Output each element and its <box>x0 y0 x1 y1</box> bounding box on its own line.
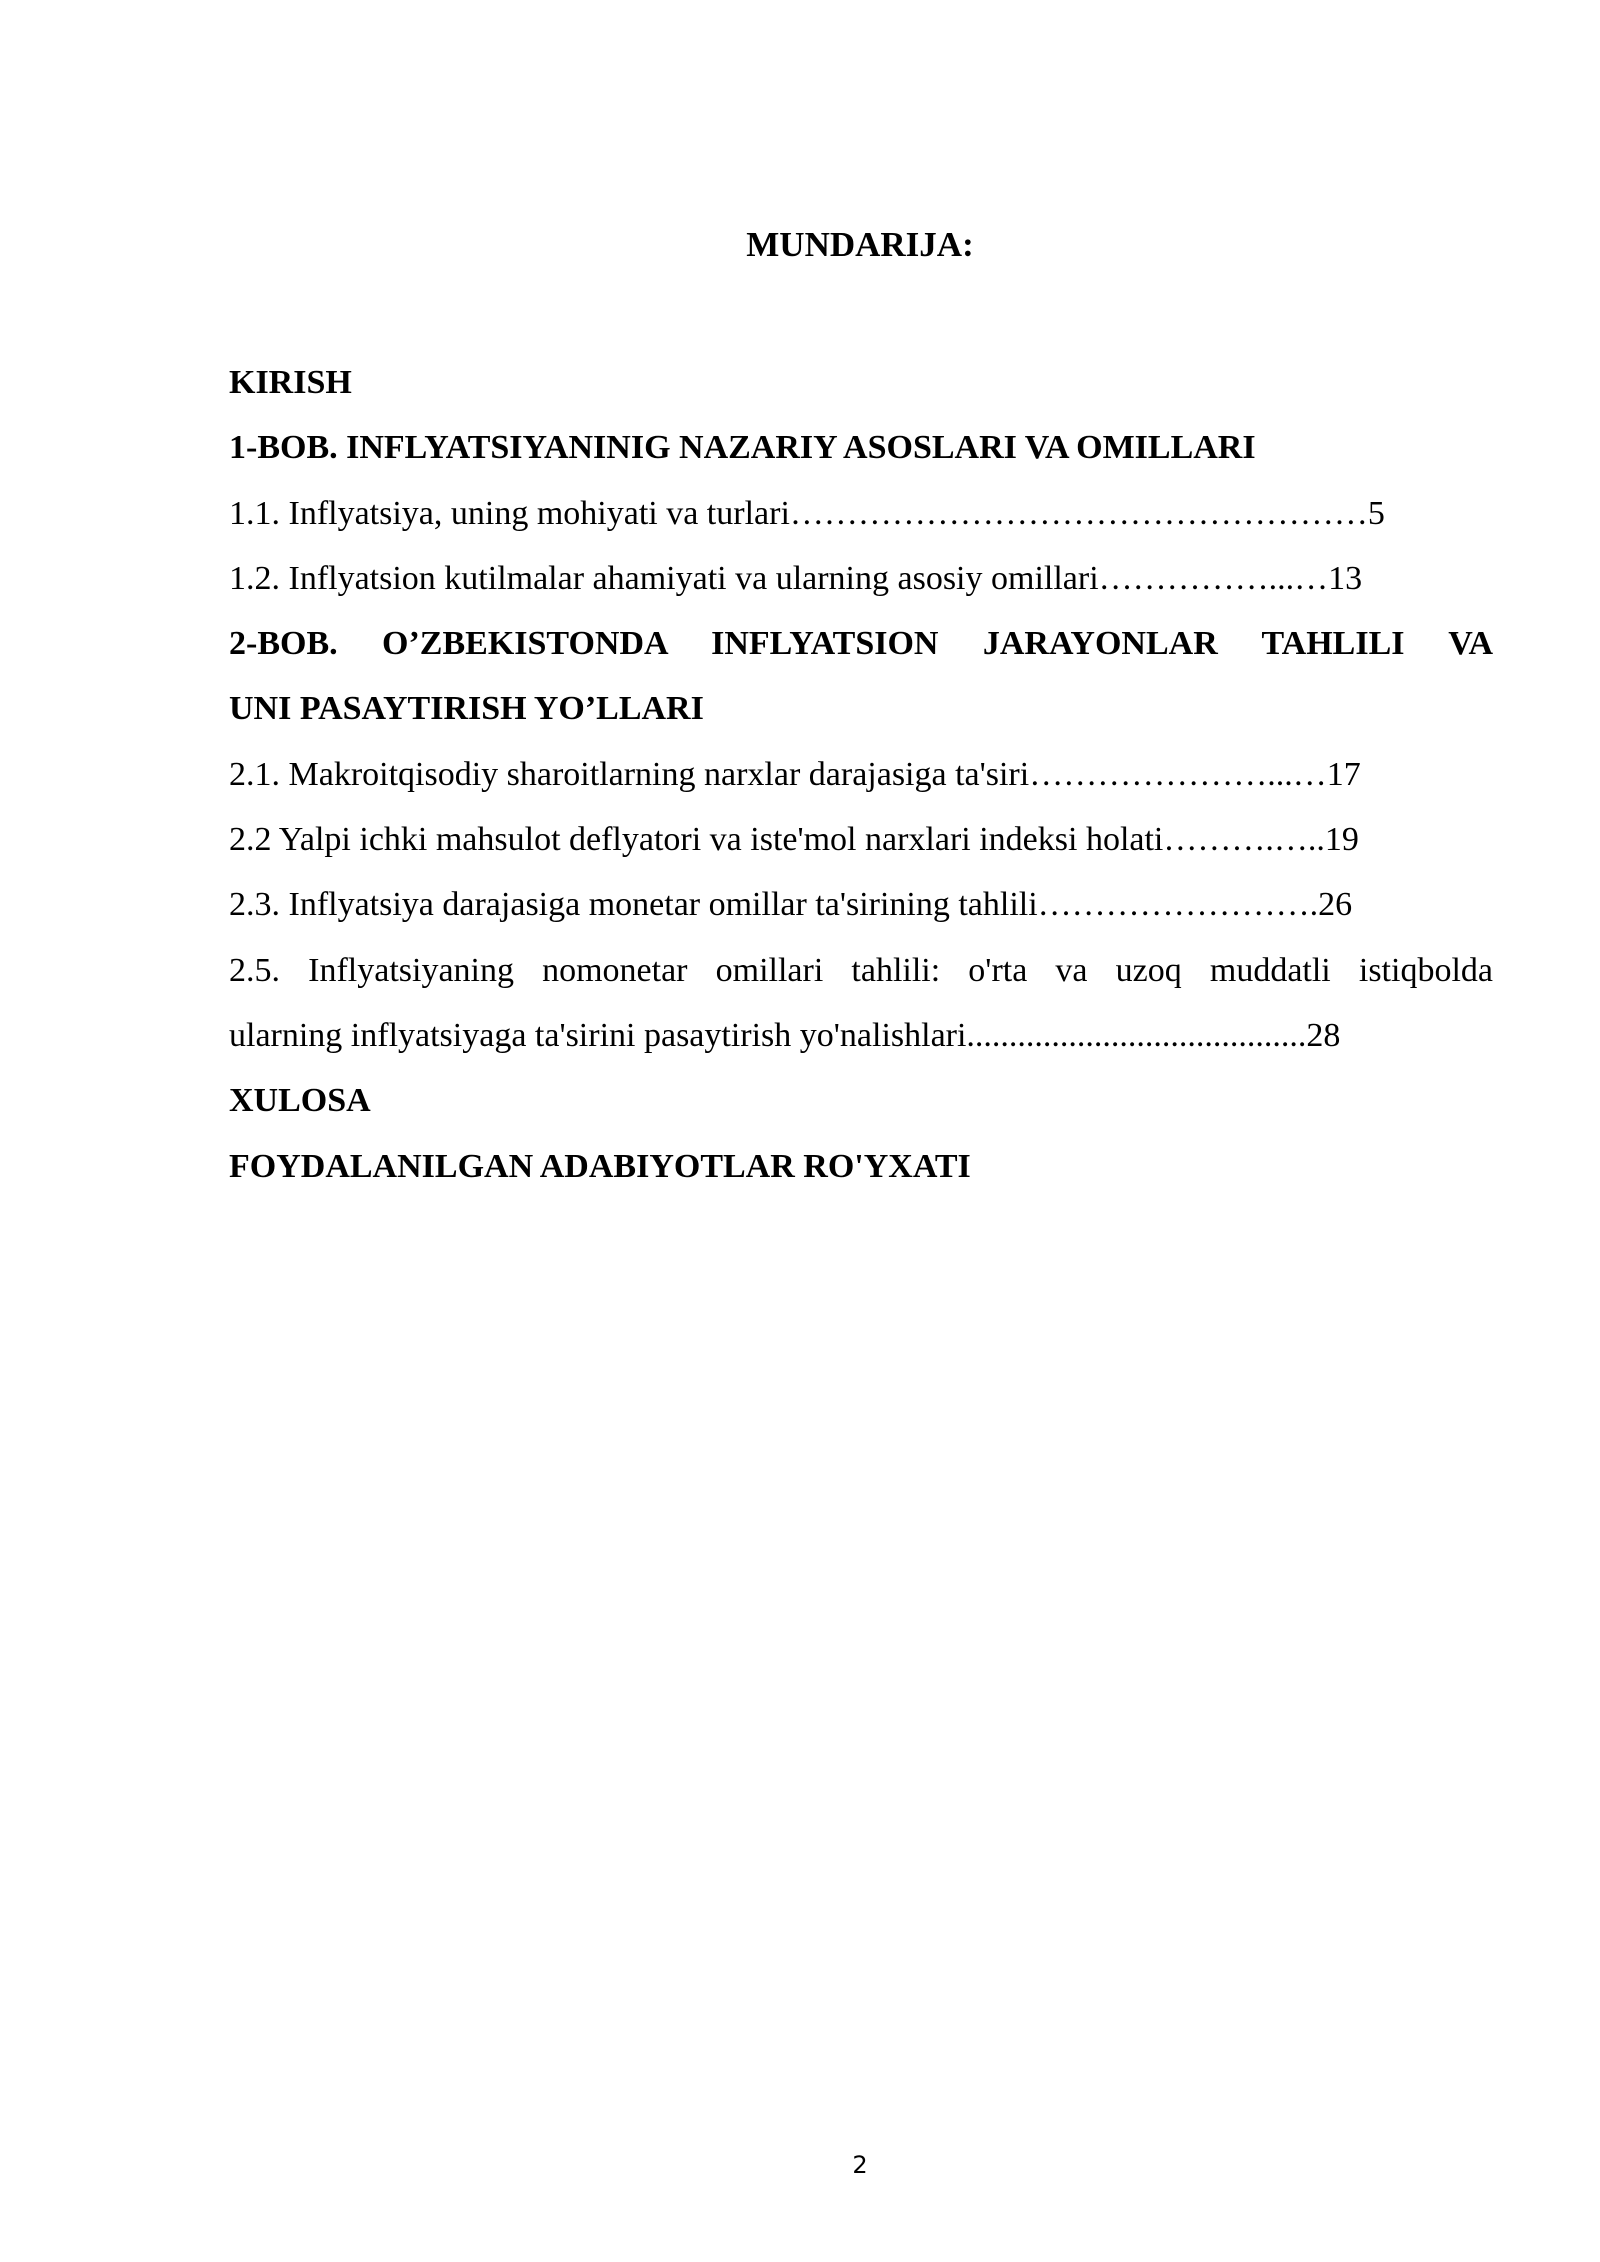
toc-entry-section-2-3: 2.3. Inflyatsiya darajasiga monetar omillar ta'sirining tahlili…………………….26 <box>229 886 1353 924</box>
toc-entry-chapter-2-line-1: 2-BOB. O’ZBEKISTONDA INFLYATSION JARAYONLAR TAHLILI VA <box>229 625 1493 663</box>
toc-entry-chapter-1: 1-BOB. INFLYATSIYANINIG NAZARIY ASOSLARI VA OMILLARI <box>229 429 1256 467</box>
toc-entry-introduction: KIRISH <box>229 364 352 401</box>
toc-entry-chapter-2-line-2: UNI PASAYTIRISH YO’LLARI <box>229 690 704 728</box>
toc-entry-section-2-5-line-2: ularning inflyatsiyaga ta'sirini pasaytirish yo'nalishlari........................................28 <box>229 1016 1341 1054</box>
toc-entry-conclusion: XULOSA <box>229 1082 371 1120</box>
toc-entry-section-2-2: 2.2 Yalpi ichki mahsulot deflyatori va iste'mol narxlari indeksi holati……….…..19 <box>229 821 1359 859</box>
toc-entry-references: FOYDALANILGAN ADABIYOTLAR RO'YXATI <box>229 1147 971 1185</box>
toc-entry-section-2-5-line-1: 2.5. Inflyatsiyaning nomonetar omillari tahlili: o'rta va uzoq muddatli istiqbolda <box>229 951 1493 989</box>
toc-entry-section-1-1: 1.1. Inflyatsiya, uning mohiyati va turlari……………………………………………5 <box>229 494 1385 532</box>
toc-entry-section-1-2: 1.2. Inflyatsion kutilmalar ahamiyati va ularning asosiy omillari……………...…13 <box>229 559 1363 597</box>
table-of-contents <box>229 350 1493 1199</box>
toc-title: MUNDARIJA: <box>746 225 974 264</box>
page-number: 2 <box>852 2151 868 2179</box>
toc-entry-section-2-1: 2.1. Makroitqisodiy sharoitlarning narxlar darajasiga ta'siri…………………...…17 <box>229 755 1361 793</box>
